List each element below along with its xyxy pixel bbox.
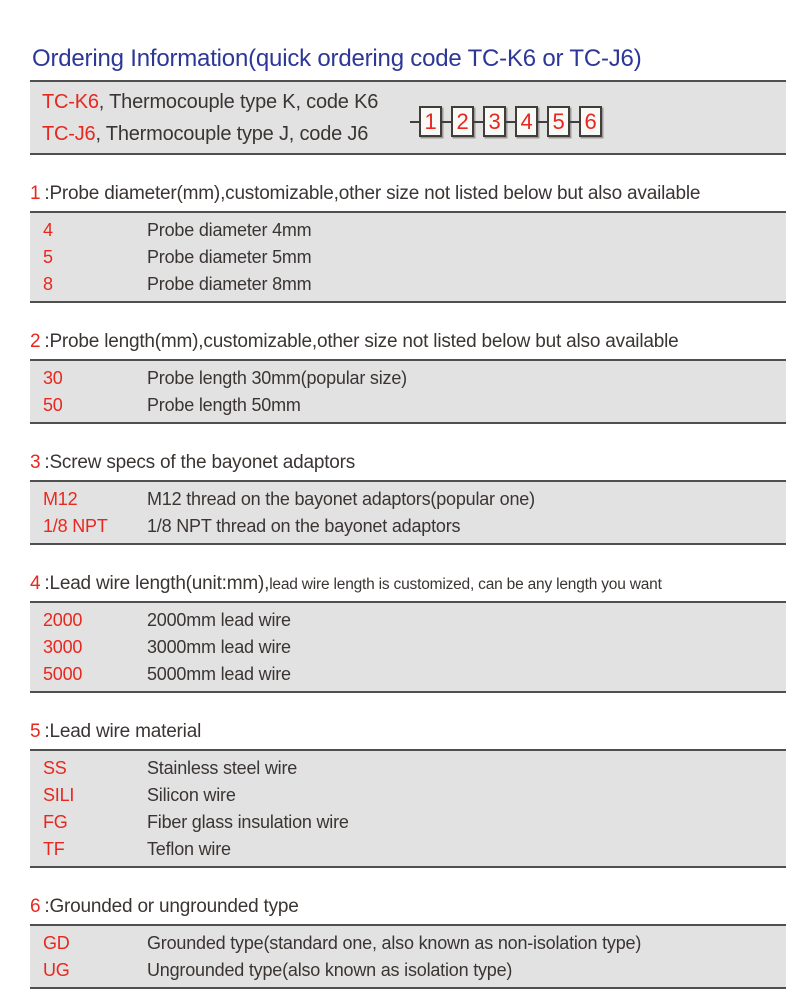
option-description: Grounded type(standard one, also known as non-isolation type) xyxy=(147,933,642,953)
section-number: 3 xyxy=(30,452,41,473)
connector-dash xyxy=(410,121,419,123)
option-description: 1/8 NPT thread on the bayonet adaptors xyxy=(147,516,461,536)
option-code: M12 xyxy=(43,489,78,509)
table-row xyxy=(30,782,786,809)
section-screw-specs xyxy=(30,452,786,545)
order-code-value: TC-J6 xyxy=(42,122,96,145)
table-row xyxy=(30,244,786,271)
position-box-6 xyxy=(579,106,602,137)
option-description: Stainless steel wire xyxy=(147,758,298,778)
section-probe-diameter xyxy=(30,183,786,303)
option-code: GD xyxy=(43,933,70,953)
section-title-note: lead wire length is customized, can be any length you want xyxy=(269,576,662,593)
section-heading xyxy=(30,183,786,205)
section-title: :Probe diameter(mm),customizable,other size not listed below but also available xyxy=(44,183,701,204)
option-code: 4 xyxy=(43,220,53,240)
options-table xyxy=(30,211,786,303)
option-code: 50 xyxy=(43,395,63,415)
option-description: Probe diameter 4mm xyxy=(147,220,312,240)
option-description: 5000mm lead wire xyxy=(147,664,291,684)
options-table xyxy=(30,749,786,868)
table-row xyxy=(30,836,786,863)
order-code-lines xyxy=(42,86,410,150)
option-code: SILI xyxy=(43,785,75,805)
option-code: 3000 xyxy=(43,637,83,657)
section-grounding-type xyxy=(30,896,786,989)
section-heading xyxy=(30,573,786,595)
connector-dash xyxy=(442,121,451,123)
options-table xyxy=(30,359,786,424)
position-number: 1 xyxy=(424,108,437,134)
table-row xyxy=(30,486,786,513)
order-code-value: TC-K6 xyxy=(42,90,99,113)
position-box-4 xyxy=(515,106,538,137)
connector-dash xyxy=(570,121,579,123)
option-code: 8 xyxy=(43,274,53,294)
table-row xyxy=(30,661,786,688)
order-code-line-k xyxy=(42,86,410,118)
section-number: 5 xyxy=(30,721,41,742)
section-heading xyxy=(30,331,786,353)
table-row xyxy=(30,607,786,634)
option-description: Probe length 30mm(popular size) xyxy=(147,368,407,388)
table-row xyxy=(30,217,786,244)
section-title: :Lead wire material xyxy=(44,721,202,742)
section-title: :Grounded or ungrounded type xyxy=(44,896,299,917)
option-code: UG xyxy=(43,960,70,980)
position-box-2 xyxy=(451,106,474,137)
page-title: Ordering Information(quick ordering code TC-K6 or TC-J6) xyxy=(32,45,642,72)
option-description: Silicon wire xyxy=(147,785,236,805)
option-description: Probe diameter 8mm xyxy=(147,274,312,294)
option-code: 30 xyxy=(43,368,63,388)
table-row xyxy=(30,930,786,957)
table-row xyxy=(30,271,786,298)
section-number: 6 xyxy=(30,896,41,917)
table-row xyxy=(30,365,786,392)
options-table xyxy=(30,924,786,989)
section-lead-wire-material xyxy=(30,721,786,868)
option-description: Probe diameter 5mm xyxy=(147,247,312,267)
table-row xyxy=(30,634,786,661)
option-code: SS xyxy=(43,758,67,778)
section-probe-length xyxy=(30,331,786,424)
order-code-panel xyxy=(30,80,786,155)
option-description: 3000mm lead wire xyxy=(147,637,291,657)
section-heading xyxy=(30,452,786,474)
position-number: 3 xyxy=(488,108,501,134)
option-code: FG xyxy=(43,812,68,832)
section-number: 4 xyxy=(30,573,41,594)
options-table xyxy=(30,480,786,545)
table-row xyxy=(30,755,786,782)
position-box-3 xyxy=(483,106,506,137)
position-number: 4 xyxy=(520,108,533,134)
option-code: 1/8 NPT xyxy=(43,516,108,536)
section-title: :Lead wire length(unit:mm), xyxy=(44,573,270,594)
section-heading xyxy=(30,896,786,918)
section-title: :Screw specs of the bayonet adaptors xyxy=(44,452,356,473)
position-box-1 xyxy=(419,106,442,137)
connector-dash xyxy=(538,121,547,123)
position-box-5 xyxy=(547,106,570,137)
table-row xyxy=(30,957,786,984)
option-description: M12 thread on the bayonet adaptors(popular one) xyxy=(147,489,535,509)
option-description: Fiber glass insulation wire xyxy=(147,812,349,832)
order-code-description: , Thermocouple type K, code K6 xyxy=(98,90,379,113)
section-title: :Probe length(mm),customizable,other size not listed below but also available xyxy=(44,331,679,352)
option-code: 5 xyxy=(43,247,53,267)
position-number: 5 xyxy=(552,108,565,134)
option-code: 5000 xyxy=(43,664,83,684)
connector-dash xyxy=(474,121,483,123)
option-code: TF xyxy=(43,839,65,859)
option-description: 2000mm lead wire xyxy=(147,610,291,630)
option-description: Probe length 50mm xyxy=(147,395,301,415)
position-number: 2 xyxy=(456,108,469,134)
table-row xyxy=(30,513,786,540)
option-code: 2000 xyxy=(43,610,83,630)
options-table xyxy=(30,601,786,693)
connector-dash xyxy=(506,121,515,123)
table-row xyxy=(30,809,786,836)
position-number: 6 xyxy=(584,108,597,134)
section-number: 1 xyxy=(30,183,41,204)
section-heading xyxy=(30,721,786,743)
order-code-line-j xyxy=(42,118,410,150)
section-number: 2 xyxy=(30,331,41,352)
option-description: Ungrounded type(also known as isolation type) xyxy=(147,960,513,980)
table-row xyxy=(30,392,786,419)
section-lead-wire-length xyxy=(30,573,786,693)
order-code-description: , Thermocouple type J, code J6 xyxy=(95,122,369,145)
order-code-position-strip xyxy=(410,106,602,137)
option-description: Teflon wire xyxy=(147,839,231,859)
